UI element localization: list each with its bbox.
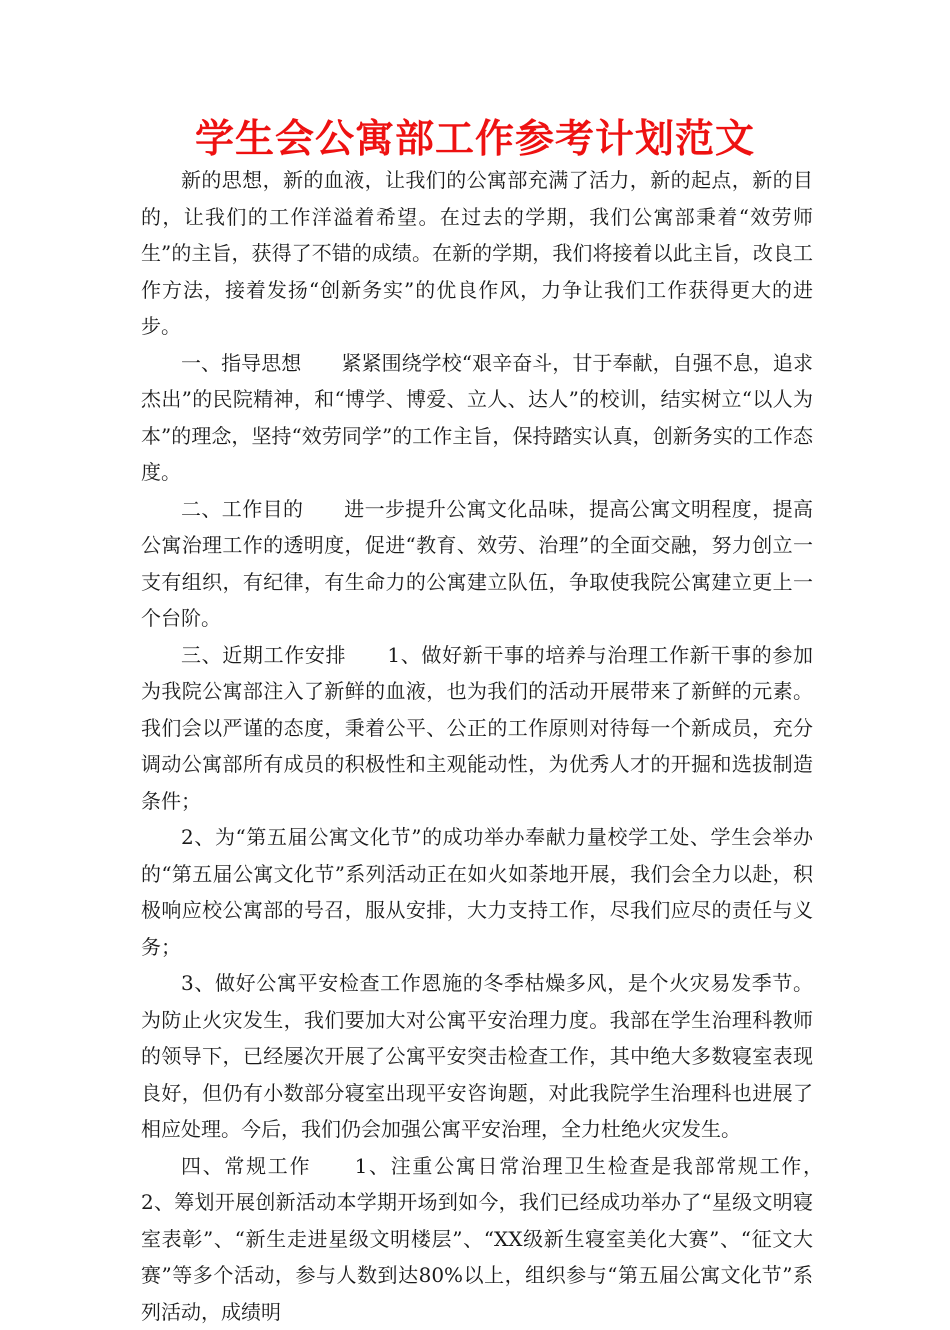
document-title: 学生会公寓部工作参考计划范文 [0, 112, 950, 168]
paragraph-culture-festival: 2、为“第五届公寓文化节”的成功举办奉献力量校学工处、学生会举办的“第五届公寓文化节”系列活动正在如火如荼地开展，我们会全力以赴，积极响应校公寓部的号召，服从安排，大力支持工作，尽我们应尽的责任与义务； [141, 819, 813, 965]
paragraph-intro: 新的思想，新的血液，让我们的公寓部充满了活力，新的起点，新的目的，让我们的工作洋溢着希望。在过去的学期，我们公寓部秉着“效劳师生”的主旨，获得了不错的成绩。在新的学期，我们将接着以此主旨，改良工作方法，接着发扬“创新务实”的优良作风，力争让我们工作获得更大的进步。 [141, 162, 813, 345]
paragraph-safety-inspection: 3、做好公寓平安检查工作恩施的冬季枯燥多风，是个火灾易发季节。为防止火灾发生，我们要加大对公寓平安治理力度。我部在学生治理科教师的领导下，已经屡次开展了公寓平安突击检查工作，其中绝大多数寝室表现良好，但仍有小数部分寝室出现平安咨询题，对此我院学生治理科也进展了相应处理。今后，我们仍会加强公寓平安治理，全力杜绝火灾发生。 [141, 965, 813, 1148]
document-body [141, 162, 813, 1330]
paragraph-routine-work: 四、常规工作 1、注重公寓日常治理卫生检查是我部常规工作， 2、筹划开展创新活动本学期开场到如今，我们已经成功举办了“星级文明寝室表彰”、“新生走进星级文明楼层”、“XX级新生寝室美化大赛”、“征文大赛”等多个活动，参与人数到达80%以上，组织参与“第五届公寓文化节”系列活动，成绩明 [141, 1148, 813, 1330]
paragraph-work-goals: 二、工作目的 进一步提升公寓文化品味，提高公寓文明程度，提高公寓治理工作的透明度，促进“教育、效劳、治理”的全面交融，努力创立一支有组织，有纪律，有生命力的公寓建立队伍，争取使我院公寓建立更上一个台阶。 [141, 491, 813, 637]
paragraph-recent-arrangements: 三、近期工作安排 1、做好新干事的培养与治理工作新干事的参加为我院公寓部注入了新鲜的血液，也为我们的活动开展带来了新鲜的元素。我们会以严谨的态度，秉着公平、公正的工作原则对待每一个新成员，充分调动公寓部所有成员的积极性和主观能动性，为优秀人才的开掘和选拔制造条件； [141, 637, 813, 820]
paragraph-guiding-ideology: 一、指导思想 紧紧围绕学校“艰辛奋斗，甘于奉献，自强不息，追求杰出”的民院精神，和“博学、博爱、立人、达人”的校训，结实树立“以人为本”的理念，坚持“效劳同学”的工作主旨，保持踏实认真，创新务实的工作态度。 [141, 345, 813, 491]
